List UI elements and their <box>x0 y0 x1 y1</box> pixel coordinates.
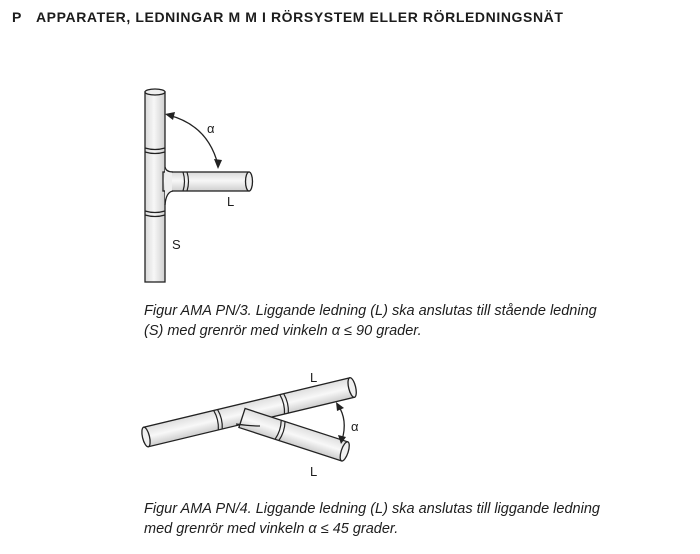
vertical-pipe <box>145 92 165 282</box>
label-L: L <box>227 194 235 209</box>
label-L-bottom: L <box>310 464 318 479</box>
figure-pn4-illustration <box>0 360 700 490</box>
angle-arrow-bottom <box>214 159 222 169</box>
figure-pn3-caption <box>144 301 689 341</box>
branch-pipe <box>163 172 249 191</box>
label-L-top: L <box>310 370 318 385</box>
branch-pipe-end <box>246 172 253 191</box>
angle-arrow-2-top <box>336 402 344 411</box>
figure-pn4 <box>0 360 700 490</box>
label-alpha: α <box>207 121 215 136</box>
angle-arrow-top <box>165 112 175 120</box>
caption-line: (S) med grenrör med vinkeln α ≤ 90 grader. <box>144 323 422 339</box>
label-S: S <box>172 237 181 252</box>
section-code: P <box>12 9 22 25</box>
figure-pn4-caption <box>144 499 689 539</box>
vertical-pipe-top-end <box>145 89 165 95</box>
angle-arc-2 <box>338 405 344 440</box>
section-title: APPARATER, LEDNINGAR M M I RÖRSYSTEM ELLER RÖRLEDNINGSNÄT <box>35 9 564 25</box>
label-alpha-2: α <box>351 419 359 434</box>
caption-line: med grenrör med vinkeln α ≤ 45 grader. <box>144 521 399 537</box>
caption-line: Figur AMA PN/3. Liggande ledning (L) ska anslutas till stående ledning <box>144 303 597 319</box>
branch-pipe-2 <box>239 408 348 460</box>
caption-line: Figur AMA PN/4. Liggande ledning (L) ska anslutas till liggande ledning <box>144 501 600 517</box>
